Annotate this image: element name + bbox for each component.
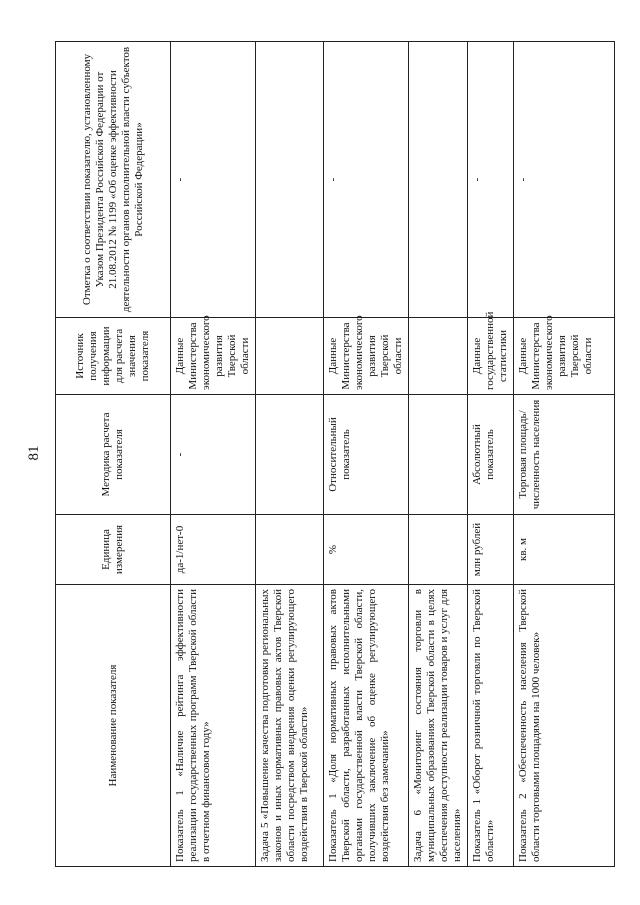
row-source: Данные Министерства экономического развития Тверской области [514, 318, 615, 395]
table-header-row [56, 42, 171, 867]
row-name: Задача 6 «Мониторинг состояния торговли в муниципальных образованиях Тверской области в целях обеспечения доступности реализации товаров и услуг для населения» [409, 585, 468, 867]
rotated-table-wrapper [55, 42, 615, 867]
row-method: - [171, 395, 256, 515]
row-method [409, 395, 468, 515]
row-unit: млн рублей [468, 515, 514, 585]
table-row [514, 42, 615, 867]
row-mark [256, 42, 324, 318]
row-source: Данные Министерства экономического развития Тверской области [171, 318, 256, 395]
row-source [409, 318, 468, 395]
row-unit [409, 515, 468, 585]
indicators-table [55, 41, 615, 867]
table-row [256, 42, 324, 867]
table-row [409, 42, 468, 867]
table-row [468, 42, 514, 867]
row-source [256, 318, 324, 395]
table-row [171, 42, 256, 867]
row-method [256, 395, 324, 515]
row-method: Относительный показатель [324, 395, 409, 515]
row-name: Показатель 1 «Наличие рейтинга эффективности реализации государственных программ Тверской области в отчетном финансовом году» [171, 585, 256, 867]
row-source: Данные государственной статистики [468, 318, 514, 395]
row-unit: % [324, 515, 409, 585]
header-method: Методика расчета показателя [56, 395, 171, 515]
row-unit [256, 515, 324, 585]
table-row [324, 42, 409, 867]
row-name: Показатель 1 «Оборот розничной торговли по Тверской области» [468, 585, 514, 867]
row-source: Данные Министерства экономического развития Тверской области [324, 318, 409, 395]
row-name: Показатель 2 «Обеспеченность населения Тверской области торговыми площадями на 1000 человек» [514, 585, 615, 867]
row-mark: - [324, 42, 409, 318]
header-source: Источник получения информации для расчета значения показателя [56, 318, 171, 395]
row-mark: - [171, 42, 256, 318]
header-name: Наименование показателя [56, 585, 171, 867]
row-name: Задача 5 «Повышение качества подготовки региональных законов и иных нормативных правовых актов Тверской области посредством внедрения оценки регулирующего воздействия в Тверской области» [256, 585, 324, 867]
row-method: Торговая площадь/ численность населения [514, 395, 615, 515]
page-number: 81 [26, 445, 42, 461]
row-mark [409, 42, 468, 318]
header-unit: Единица измерения [56, 515, 171, 585]
header-mark: Отметка о соответствии показателю, установленному Указом Президента Российской Федерации от 21.08.2012 № 1199 «Об оценке эффективности деятельности органов исполнительной власти субъектов Российской Федерации» [56, 42, 171, 318]
row-mark: - [514, 42, 615, 318]
row-method: Абсолютный показатель [468, 395, 514, 515]
row-unit: кв. м [514, 515, 615, 585]
row-unit: да-1/нет-0 [171, 515, 256, 585]
row-name: Показатель 1 «Доля нормативных правовых актов Тверской области, разработанных исполнительными органами государственной власти Тверской области, получивших заключение об оценке регулирующего воздействия без замечаний» [324, 585, 409, 867]
row-mark: - [468, 42, 514, 318]
